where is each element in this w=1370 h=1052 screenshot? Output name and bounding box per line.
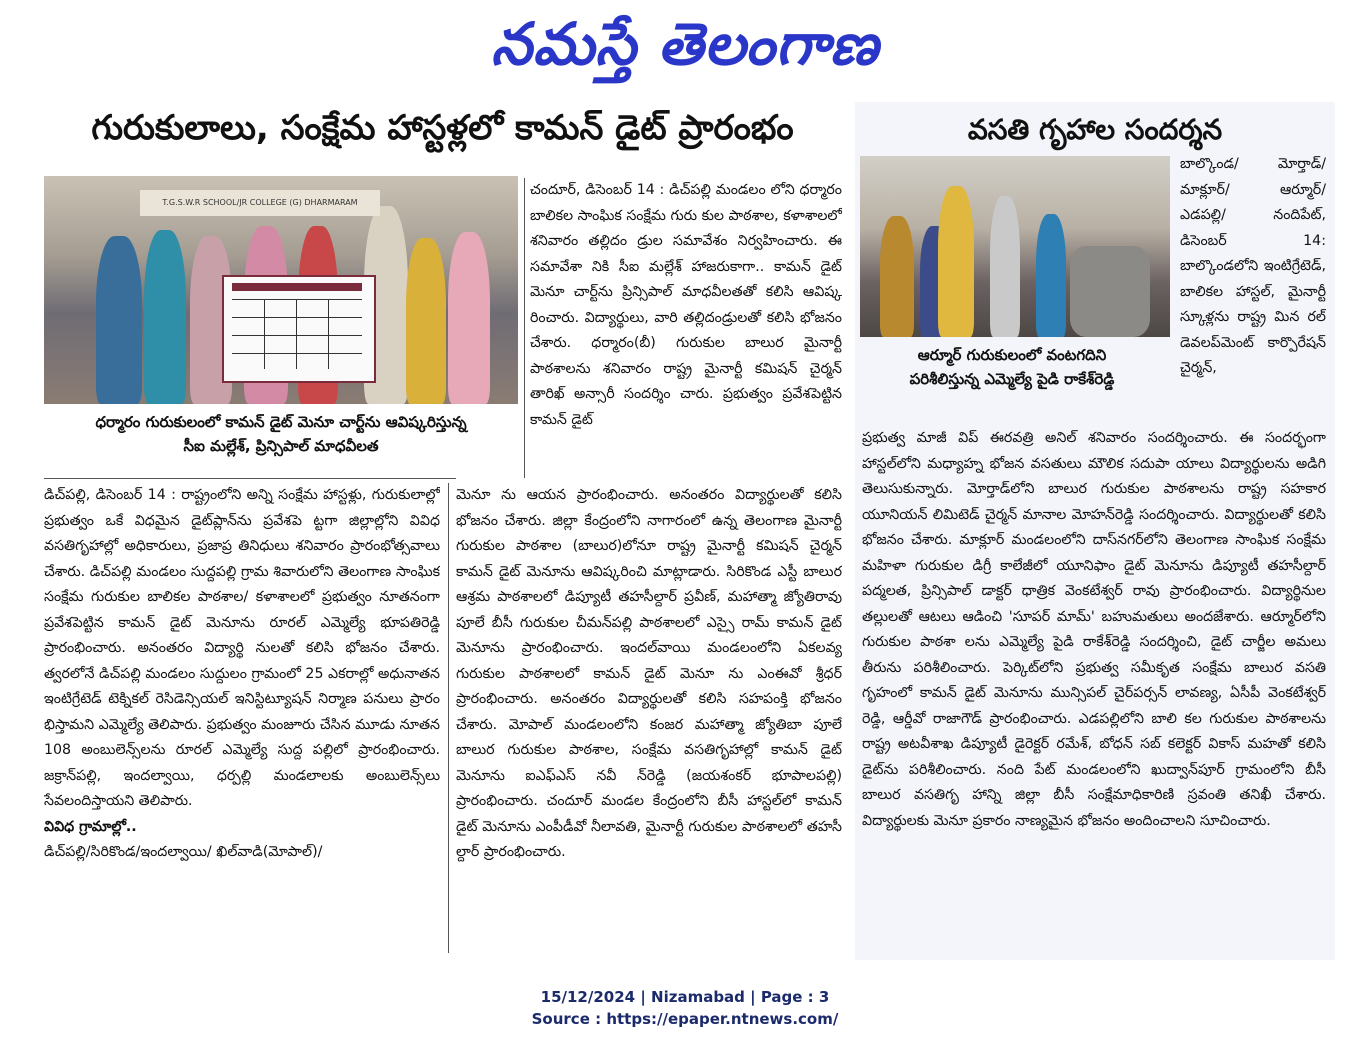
footer-date-line: 15/12/2024 | Nizamabad | Page : 3 [540,988,830,1006]
chandur-story: చందూర్, డిసెంబర్ 14 : డిచ్‌పల్లి మండలం లోని ధర్మారం బాలికల సాంఘిక సంక్షేమ గురు కుల పాఠశాల, కళాశాలలో శనివారం తల్లిదం డ్రుల సమావేశం నిర్వహించారు. ఈ సమావేశా నికి సీఐ మల్లేశ్ హాజరుకాగా.. కామన్ డైట్ మెనూ చార్ట్‌ను ప్రిన్సిపాల్ మాధవీలతతో కలిసి ఆవిష్క రించారు. విద్యార్థులు, వారి తల్లిదండ్రులతో కలిసి భోజనం చేశారు. ధర్మారం(బీ) గురుకుల బాలుర మైనార్టీ పాఠశాలను శనివారం రాష్ట్ర మైనార్టీ కమిషన్ చైర్మన్ తారిఖ్ అన్సారీ సందర్శిం చారు. ప్రభుత్వం ప్రవేశపెట్టిన కామన్ డైట్ [530,182,842,428]
column-divider [524,178,525,478]
subheading: వివిధ గ్రామాల్లో.. [44,818,137,835]
column-divider [448,483,449,953]
kitchen-photo [860,156,1170,337]
diet-menu-chart [222,275,376,383]
article-text: డిచ్‌పల్లి, డిసెంబర్ 14 : రాష్ట్రంలోని అన్ని సంక్షేమ హాస్టళ్లు, గురుకులాల్లో ప్రభుత్వం ఒకే విధమైన డైట్‌ప్లాన్‌ను ప్రవేశపె ట్టగా జిల్లాల్లోని వివిధ వసతిగృహాల్లో అధికారులు, ప్రజాప్ర తినిధులు శనివారం ప్రారంభోత్సవాలు చేశారు. డిచ్‌పల్లి మండలం సుద్దపల్లి గ్రామ శివారులోని తెలంగాణ సాంఘిక సంక్షేమ గురుకుల బాలికల పాఠశాల/ కళాశాలలో ప్రభుత్వం నూతనంగా ప్రవేశపెట్టిన కామన్ డైట్ మెనూను రూరల్ ఎమ్మెల్యే భూపతిరెడ్డి ప్రారంభించారు. అనంతరం విద్యార్థి నులతో కలిసి భోజనం చేశారు. త్వరలోనే డిచ్‌పల్లి మండలం సుద్దులం గ్రామంలో 25 ఎకరాల్లో అధునాతన ఇంటిగ్రేటెడ్ టెక్నికల్ రెసిడెన్సియల్ ఇనిస్టిట్యూషన్ నిర్మాణ పనులు ప్రారం భిస్తామని ఎమ్మెల్యే తెలిపారు. ప్రభుత్వం మంజూరు చేసిన మూడు నూతన 108 అంబులెన్స్‌లను రూరల్ ఎమ్మెల్యే సుద్ద పల్లిలో ప్రారంభించారు. జక్రాన్‌పల్లి, ఇందల్వాయి, ధర్పల్లి మండలాలకు అంబులెన్స్‌లు సేవలందిస్తాయని తెలిపారు. [44,487,440,809]
page-footer [0,986,1370,1030]
event-photo-caption [44,410,518,462]
caption-line: ధర్మారం గురుకులంలో కామన్ డైట్ మెనూ చార్ట్‌ను ఆవిష్కరిస్తున్న [95,413,467,431]
caption-line: సీఐ మల్లేశ్, ప్రిన్సిపాల్ మాధవీలత [183,437,379,455]
sidebar-headline: వసతి గృహాల సందర్శన [967,113,1223,146]
article-column-2: మెనూ ను ఆయన ప్రారంభించారు. అనంతరం విద్యార్థులతో కలిసి భోజనం చేశారు. జిల్లా కేంద్రంలోని నాగారంలో ఉన్న తెలంగాణ మైనార్టీ గురుకుల పాఠశాల (బాలుర)లోనూ రాష్ట్ర మైనార్టీ కమిషన్ చైర్మన్ కామన్ డైట్ మెనూను ఆవిష్కరించి మాట్లాడారు. సిరికొండ ఎస్టీ బాలుర ఆశ్రమ పాఠశాలలో డిప్యూటీ తహసీల్దార్ ప్రవీణ్, మహాత్మా జ్యోతిరావు పూలే బీసీ గురుకుల చీమన్‌పల్లి పాఠశాలలో ఎస్సై రామ్ కామన్ డైట్ మెనూను ప్రారంభించారు. ఇందల్‌వాయి మండలంలోని ఏకలవ్య గురుకుల పాఠశాలలో కామన్ డైట్ మెనూ ను ఎంఈవో శ్రీధర్ ప్రారంభించారు. అనంతరం విద్యార్థులతో కలిసి సహపంక్తి భోజనం చేశారు. మోపాల్ మండలంలోని కంజర మహాత్మా జ్యోతిబా పూలే బాలుర గురుకుల పాఠశాల, సంక్షేమ వసతిగృహాల్లో కామన్ డైట్ మెనూను ఐఎఫ్‌ఎస్ నవీ న్‌రెడ్డి (జయశంకర్ భూపాలపల్లి) ప్రారంభించారు. చందూర్ మండల కేంద్రంలోని బీసీ హాస్టల్‌లో కామన్ డైట్ మెనూను ఎంపీడీవో నీలావతి, మైనార్టీ గురుకుల పాఠశాలలో తహసీ ల్దార్ ప్రారంభించారు. [456,487,842,860]
sidebar-body: ప్రభుత్వ మాజీ విప్ ఈరవత్రి అనిల్ శనివారం సందర్శించారు. ఈ సందర్భంగా హాస్టల్‌లోని మధ్యాహ్న భోజన వసతులు మౌలిక సదుపా యాలు విద్యార్థులను అడిగి తెలుసుకున్నారు. మోర్తాడ్‌లోని బాలుర గురుకుల పాఠశాలను రాష్ట్ర సహకార యూనియన్ లిమిటెడ్ చైర్మన్ మానాల మోహన్‌రెడ్డి సందర్శించారు. విద్యార్థులతో కలిసి భోజనం చేశారు. మాక్లూర్ మండలంలోని దాస్‌నగర్‌లోని తెలంగాణ సాంఘిక సంక్షేమ మహిళా గురుకుల డిగ్రీ కాలేజీలో యూనిఫాం డైట్ మెనూను డిప్యూటీ తహసీల్దార్ పద్మలత, ప్రిన్సిపాల్ డాక్టర్ ధాత్రిక వెంకటేశ్వర్ రావు ప్రారంభించారు. విద్యార్థినుల తల్లులతో ఆటలు ఆడించి 'సూపర్ మామ్' బహుమతులు అందజేశారు. ఆర్మూర్‌లోని గురుకుల పాఠశా లను ఎమ్మెల్యే పైడి రాకేశ్‌రెడ్డి సందర్శించి, డైట్ చార్జీల అమలు తీరును పరిశీలించారు. పెర్కిట్‌లోని ప్రభుత్వ సమీకృత సంక్షేమ బాలుర వసతి గృహంలో కామన్ డైట్ మెనూను మున్సిపల్ చైర్‌పర్సన్ లావణ్య, ఏసీపీ వెంకటేశ్వర్ రెడ్డి, ఆర్డీవో రాజాగౌడ్ ప్రారంభించారు. ఎడపల్లిలోని బాలి కల గురుకుల పాఠశాలను రాష్ట్ర అటవీశాఖ డిప్యూటీ డైరెక్టర్ రమేశ్, బోధన్ సబ్ కలెక్టర్ వికాస్ మహతో కలిసి డైట్‌ను పరిశీలించారు. నంది పేట్ మండలంలోని ఖుద్వాన్‌పూర్ గ్రామంలోని బీసీ బాలుర వసతిగృ హాన్ని జిల్లా బీసీ సంక్షేమాధికారిణి స్రవంతి తనిఖీ చేశారు. విద్యార్థులకు మెనూ ప్రకారం నాణ్యమైన భోజనం అందించాలని సూచించారు. [862,430,1326,829]
masthead-title: నమస్తే తెలంగాణ [491,10,879,78]
sidebar-intro: బాల్కొండ/ మోర్తాడ్/ మాక్లూర్/ ఆర్మూర్/ ఎడపల్లి/ నందిపేట్, డిసెంబర్ 14: బాల్కొండలోని ఇంటిగ్రేటెడ్, బాలికల హాస్టల్, మైనార్టీ స్కూళ్లను రాష్ట్ర మిన రల్ డెవలప్‌మెంట్ కార్పొరేషన్ చైర్మన్, [1180,156,1326,376]
footer-source-line: Source : https://epaper.ntnews.com/ [531,1010,839,1028]
kitchen-photo-caption [862,343,1162,395]
caption-line: పరిశీలిస్తున్న ఎమ్మెల్యే పైడి రాకేశ్‌రెడ్డి [909,370,1115,388]
masthead [0,4,1370,84]
main-headline: గురుకులాలు, సంక్షేమ హాస్టళ్లలో కామన్ డైట్ ప్రారంభం [91,108,794,148]
event-banner: T.G.S.W.R SCHOOL/JR COLLEGE (G) DHARMARAM [140,190,380,216]
article-text: డిచ్‌పల్లి/సిరికొండ/ఇందల్వాయి/ ఖిల్‌వాడి(మోపాల్)/ [44,844,323,860]
caption-line: ఆర్మూర్ గురుకులంలో వంటగదిని [917,346,1107,364]
article-column-1 [44,483,440,953]
divider [44,478,456,479]
